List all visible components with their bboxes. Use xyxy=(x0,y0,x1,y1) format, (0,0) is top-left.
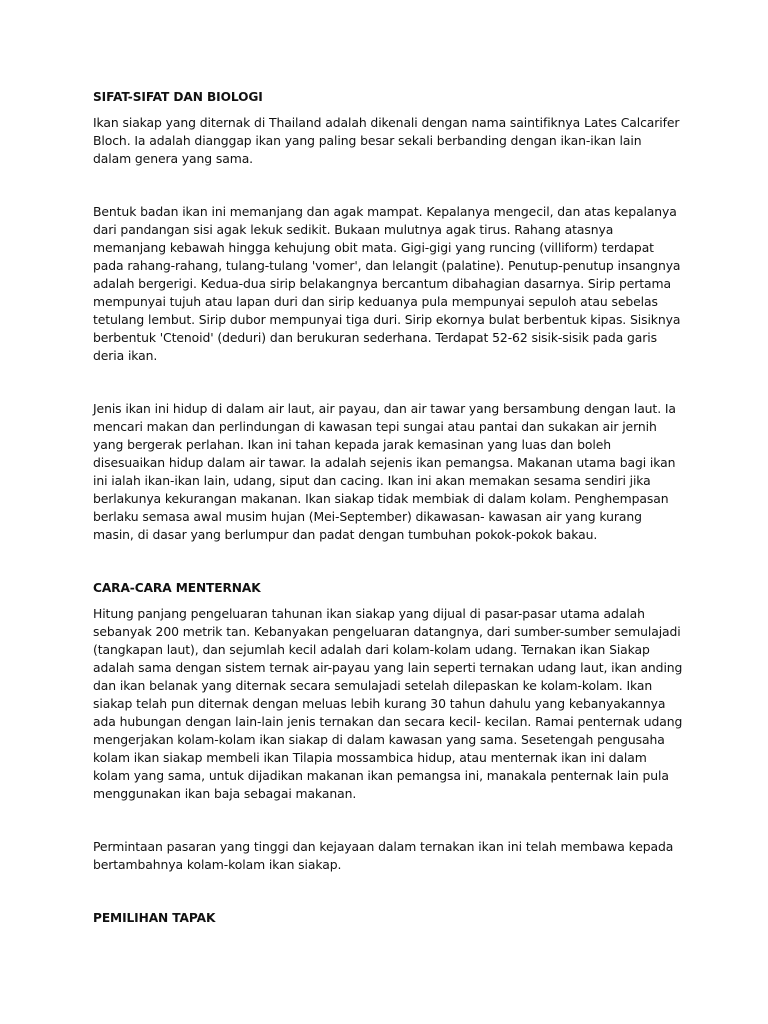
paragraph-habitat: Jenis ikan ini hidup di dalam air laut, air payau, dan air tawar yang bersambung dengan laut. Ia mencari makan dan perlindungan di kawasan tepi sungai atau pantai dan sukakan air jernih yang bergerak perlahan. Ikan ini tahan kepada jarak kemasinan yang luas dan boleh disesuaikan hidup dalam air tawar. Ia adalah sejenis ikan pemangsa. Makanan utama bagi ikan ini ialah ikan-ikan lain, udang, siput dan cacing. Ikan ini akan memakan sesama sendiri jika berlakunya kekurangan makanan. Ikan siakap tidak membiak di dalam kolam. Penghempasan berlaku semasa awal musim hujan (Mei-September) dikawasan- kawasan air yang kurang masin, di dasar yang berlumpur dan padat dengan tumbuhan pokok-pokok bakau. xyxy=(93,401,676,542)
paragraph-production: Hitung panjang pengeluaran tahunan ikan siakap yang dijual di pasar-pasar utama adalah sebanyak 200 metrik tan. Kebanyakan pengeluaran datangnya, dari sumber-sumber semulajadi (tangkapan laut), dan sejumlah kecil adalah dari kolam-kolam udang. Ternakan ikan Siakap adalah sama dengan sistem ternak air-payau yang lain seperti ternakan udang laut, ikan anding dan ikan belanak yang diternak secara semulajadi setelah dilepaskan ke kolam-kolam. Ikan siakap telah pun diternak dengan meluas lebih kurang 30 tahun dahulu yang kebanyakannya ada hubungan dengan lain-lain jenis ternakan dan secara kecil- kecilan. Ramai penternak udang mengerjakan kolam-kolam ikan siakap di dalam kawasan yang sama. Sesetengah pengusaha kolam ikan siakap membeli ikan Tilapia mossambica hidup, atau menternak ikan ini dalam kolam yang sama, untuk dijadikan makanan ikan pemangsa ini, manakala penternak lain pula menggunakan ikan baja sebagai makanan. xyxy=(93,606,683,801)
document-body xyxy=(93,88,683,927)
section-heading-farming: CARA-CARA MENTERNAK xyxy=(93,581,261,595)
paragraph-demand: Permintaan pasaran yang tinggi dan kejayaan dalam ternakan ikan ini telah membawa kepada bertambahnya kolam-kolam ikan siakap. xyxy=(93,839,674,872)
section-heading-site-selection: PEMILIHAN TAPAK xyxy=(93,911,216,925)
section-heading-biology: SIFAT-SIFAT DAN BIOLOGI xyxy=(93,90,263,104)
paragraph-intro: Ikan siakap yang diternak di Thailand adalah dikenali dengan nama saintifiknya Lates Calcarifer Bloch. Ia adalah dianggap ikan yang paling besar sekali berbanding dengan ikan-ikan lain dalam genera yang sama. xyxy=(93,115,680,166)
paragraph-body-shape: Bentuk badan ikan ini memanjang dan agak mampat. Kepalanya mengecil, dan atas kepalanya dari pandangan sisi agak lekuk sedikit. Bukaan mulutnya agak tirus. Rahang atasnya memanjang kebawah hingga kehujung obit mata. Gigi-gigi yang runcing (villiform) terdapat pada rahang-rahang, tulang-tulang 'vomer', dan lelangit (palatine). Penutup-penutup insangnya adalah bergerigi. Kedua-dua sirip belakangnya bercantum dibahagian dasarnya. Sirip pertama mempunyai tujuh atau lapan duri dan sirip keduanya pula mempunyai sepuloh atau sebelas tetulang lembut. Sirip dubor mempunyai tiga duri. Sirip ekornya bulat berbentuk kipas. Sisiknya berbentuk 'Ctenoid' (deduri) dan berukuran sederhana. Terdapat 52-62 sisik-sisik pada garis deria ikan. xyxy=(93,204,681,363)
